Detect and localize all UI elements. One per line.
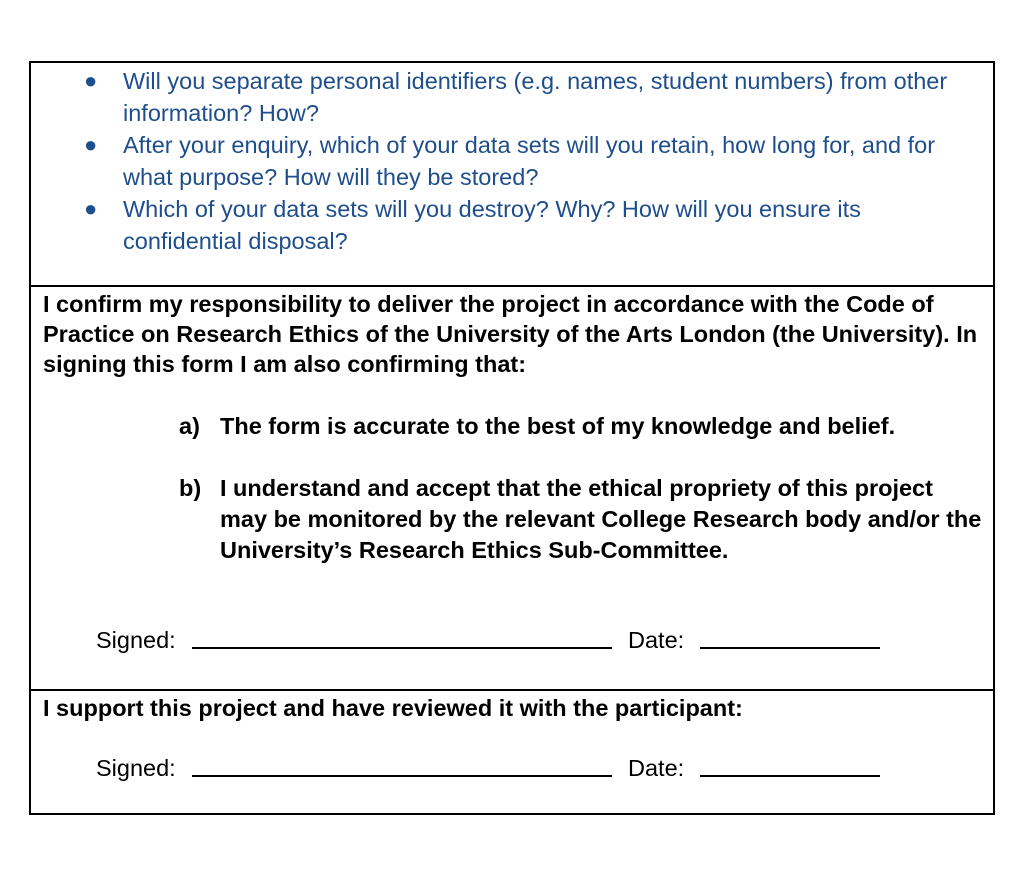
support-section xyxy=(31,689,993,813)
signed-label: Signed: xyxy=(96,755,176,781)
item-marker: a) xyxy=(179,413,200,439)
data-handling-questions-section xyxy=(31,63,993,285)
support-statement: I support this project and have reviewed it with the participant: xyxy=(43,695,743,721)
signature-row xyxy=(96,753,993,783)
item-marker: b) xyxy=(179,475,202,501)
item-text: I understand and accept that the ethical propriety of this project may be monitored by the relevant College Research body and/or the University’s Research Ethics Sub-Committee. xyxy=(220,475,982,563)
date-field[interactable] xyxy=(700,647,880,649)
bullet-icon: ● xyxy=(84,68,98,93)
signature-field[interactable] xyxy=(192,775,612,777)
confirmation-section xyxy=(31,285,993,689)
question-text: After your enquiry, which of your data sets will you retain, how long for, and for what purpose? How will they be stored? xyxy=(123,132,936,190)
ethics-form-table xyxy=(29,61,995,815)
bullet-icon: ● xyxy=(84,196,98,221)
date-label: Date: xyxy=(628,627,685,653)
date-label: Date: xyxy=(628,755,685,781)
item-text: The form is accurate to the best of my knowledge and belief. xyxy=(220,413,896,439)
bullet-icon: ● xyxy=(84,132,98,157)
signature-row xyxy=(96,625,993,655)
date-field[interactable] xyxy=(700,775,880,777)
question-text: Which of your data sets will you destroy? Why? How will you ensure its confidential disposal? xyxy=(123,196,861,254)
question-text: Will you separate personal identifiers (e.g. names, student numbers) from other information? How? xyxy=(123,68,948,126)
confirmation-statement: I confirm my responsibility to deliver the project in accordance with the Code of Practice on Research Ethics of the University of the Arts London (the University). In signing this form I am also confirming that: xyxy=(43,291,978,377)
signature-field[interactable] xyxy=(192,647,612,649)
signed-label: Signed: xyxy=(96,627,176,653)
